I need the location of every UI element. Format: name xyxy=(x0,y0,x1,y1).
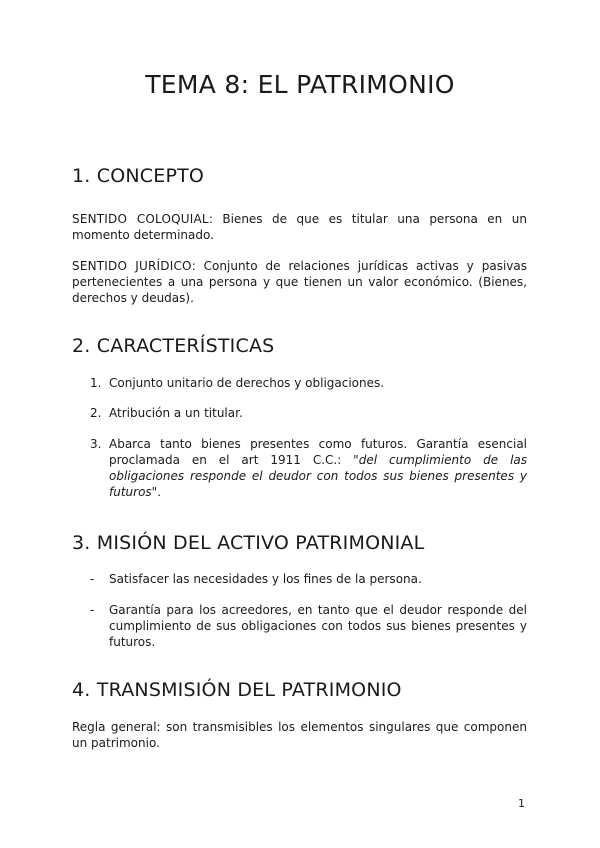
bullet-dash: - xyxy=(90,572,95,586)
list-item-lead: Abarca tanto bienes presentes como futuros. Garantía esencial proclamada en el art 1911 C.C.: " xyxy=(109,437,527,467)
term-definition: : Bienes de que es titular una persona en un momento determinado. xyxy=(72,212,527,242)
bullet-dash: - xyxy=(90,603,95,617)
section-heading-mision: 3. MISIÓN DEL ACTIVO PATRIMONIAL xyxy=(72,532,425,554)
section-heading-caracteristicas: 2. CARACTERÍSTICAS xyxy=(72,335,275,357)
list-item-text: Conjunto unitario de derechos y obligaciones. xyxy=(109,376,385,390)
list-item xyxy=(90,571,527,587)
paragraph-regla-general: Regla general: son transmisibles los elementos singulares que componen un patrimonio. xyxy=(72,720,527,750)
list-number: 3. xyxy=(90,437,102,451)
term-label: SENTIDO COLOQUIAL xyxy=(72,212,209,226)
section-heading-concepto: 1. CONCEPTO xyxy=(72,165,205,187)
list-item-text: Satisfacer las necesidades y los fines de la persona. xyxy=(109,572,422,586)
paragraph-sentido-coloquial xyxy=(72,211,527,243)
page-number: 1 xyxy=(518,797,525,810)
list-number: 2. xyxy=(90,406,102,420)
section-heading-transmision: 4. TRANSMISIÓN DEL PATRIMONIO xyxy=(72,679,402,701)
term-label: SENTIDO JURÍDICO xyxy=(72,259,192,273)
list-item-text: Garantía para los acreedores, en tanto que el deudor responde del cumplimiento de sus obligaciones con todos sus bienes presentes y futuros. xyxy=(109,603,527,649)
list-item xyxy=(90,602,527,650)
list-item-tail: ". xyxy=(151,485,162,499)
list-item xyxy=(90,375,527,391)
list-item xyxy=(90,436,527,500)
list-number: 1. xyxy=(90,376,102,390)
list-item-text xyxy=(109,436,527,500)
paragraph-sentido-juridico xyxy=(72,258,527,306)
list-item-text: Atribución a un titular. xyxy=(109,406,243,420)
legal-quote: del cumplimiento de las obligaciones responde el deudor con todos sus bienes presentes y futuros xyxy=(109,453,528,499)
list-item xyxy=(90,405,527,421)
term-definition: : Conjunto de relaciones jurídicas activas y pasivas pertenecientes a una persona y que tienen un valor económico. (Bienes, derechos y deudas). xyxy=(72,259,527,305)
page-title: TEMA 8: EL PATRIMONIO xyxy=(145,70,455,99)
